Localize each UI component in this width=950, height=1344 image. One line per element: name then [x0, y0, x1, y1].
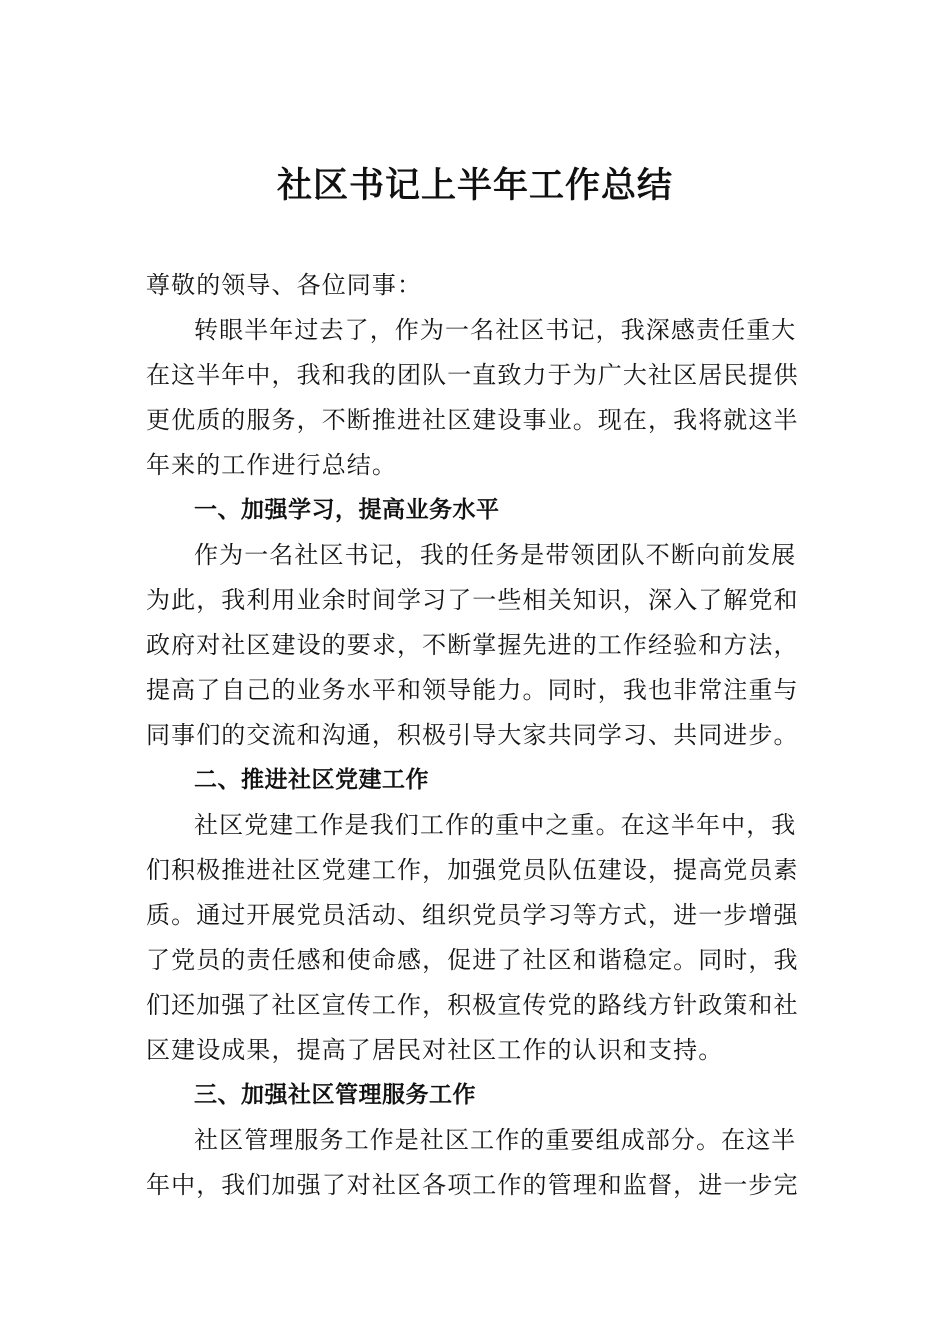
paragraph-line: 们积极推进社区党建工作，加强党员队伍建设，提高党员素	[146, 856, 799, 884]
paragraph-line: 在这半年中，我和我的团队一直致力于为广大社区居民提供	[146, 361, 799, 389]
salutation: 尊敬的领导、各位同事：	[146, 271, 423, 299]
section-heading: 二、推进社区党建工作	[194, 767, 429, 793]
paragraph-line: 更优质的服务，不断推进社区建设事业。现在，我将就这半	[146, 406, 799, 434]
paragraph-line: 作为一名社区书记，我的任务是带领团队不断向前发展	[194, 541, 797, 569]
paragraph-line: 们还加强了社区宣传工作，积极宣传党的路线方针政策和社	[146, 991, 799, 1019]
section-heading: 三、加强社区管理服务工作	[194, 1082, 476, 1108]
section-heading: 一、加强学习，提高业务水平	[194, 497, 500, 523]
paragraph-line: 了党员的责任感和使命感，促进了社区和谐稳定。同时，我	[146, 946, 799, 974]
section-2	[146, 758, 816, 1073]
paragraph-line: 政府对社区建设的要求，不断掌握先进的工作经验和方法，	[146, 631, 799, 659]
paragraph-line: 年中，我们加强了对社区各项工作的管理和监督，进一步完	[146, 1171, 799, 1199]
document-title: 社区书记上半年工作总结	[276, 165, 673, 206]
paragraph-line: 同事们的交流和沟通，积极引导大家共同学习、共同进步。	[146, 721, 799, 749]
paragraph-line: 社区党建工作是我们工作的重中之重。在这半年中，我	[194, 811, 797, 839]
document-body	[146, 263, 816, 1208]
paragraph-line: 提高了自己的业务水平和领导能力。同时，我也非常注重与	[146, 676, 799, 704]
section-1	[146, 488, 816, 758]
paragraph-line: 社区管理服务工作是社区工作的重要组成部分。在这半	[194, 1126, 797, 1154]
section-3	[146, 1073, 816, 1208]
paragraph-line: 区建设成果，提高了居民对社区工作的认识和支持。	[146, 1036, 724, 1064]
paragraph-line: 质。通过开展党员活动、组织党员学习等方式，进一步增强	[146, 901, 799, 929]
intro-paragraph	[146, 308, 816, 488]
paragraph-line: 年来的工作进行总结。	[146, 451, 397, 479]
paragraph-line: 为此，我利用业余时间学习了一些相关知识，深入了解党和	[146, 586, 799, 614]
paragraph-line: 转眼半年过去了，作为一名社区书记，我深感责任重大	[194, 316, 797, 344]
